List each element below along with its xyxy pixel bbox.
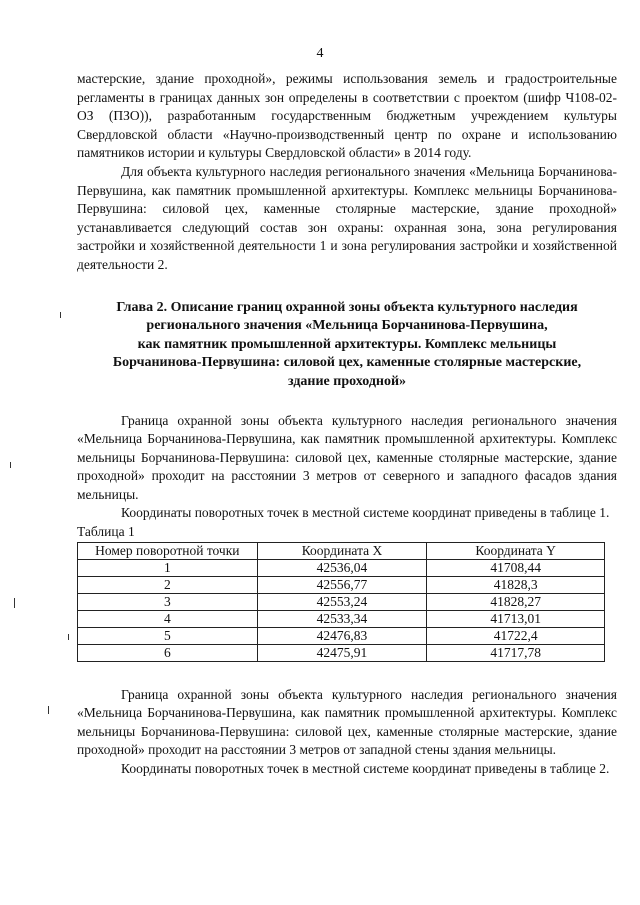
paragraph: Для объекта культурного наследия регионального значения «Мельница Борчанинова-Первушина, как памятник промышленной архитектуры. Комплекс мельницы Борчанинова-Первушина: силовой цех, каменные столярные мастерские, здание проходной» устанавливается следующий состав зон охраны: охранная зона, зона регулирования застройки и хозяйственной деятельности 1 и зона регулирования застройки и хозяйственной деятельности 2.	[77, 163, 617, 272]
table-cell: 41708,44	[427, 559, 605, 576]
table-cell: 2	[78, 576, 258, 593]
column-header: Координата Y	[427, 542, 605, 559]
table-cell: 1	[78, 559, 258, 576]
table-row	[78, 644, 605, 661]
page-number: 4	[316, 46, 324, 61]
table-cell: 42536,04	[257, 559, 427, 576]
paragraph: Координаты поворотных точек в местной системе координат приведены в таблице 2.	[121, 761, 610, 777]
table-row	[78, 610, 605, 627]
document-body	[77, 70, 617, 779]
table-cell: 41713,01	[427, 610, 605, 627]
table-cell: 4	[78, 610, 258, 627]
heading-line: Борчанинова-Первушина: силовой цех, каменные столярные мастерские,	[112, 355, 582, 371]
table-cell: 42533,34	[257, 610, 427, 627]
column-header: Координата X	[257, 542, 427, 559]
table-header-row	[78, 542, 605, 559]
table-cell: 42556,77	[257, 576, 427, 593]
table-caption: Таблица 1	[77, 524, 135, 540]
scan-mark	[48, 706, 49, 714]
paragraph: мастерские, здание проходной», режимы использования земель и градостроительные регламенты в границах данных зон определены в соответствии с проектом (шифр Ч108-02-ОЗ (ПЗО)), разработанным государственным бюджетным учреждением культуры Свердловской области «Научно-производственный центр по охране и использованию памятников истории и культуры Свердловской области» в 2014 году.	[77, 71, 617, 161]
scan-mark	[60, 312, 61, 318]
table-row	[78, 559, 605, 576]
heading-line: как памятник промышленной архитектуры. Комплекс мельницы	[137, 336, 557, 352]
table-cell: 41722,4	[427, 627, 605, 644]
heading-line: Глава 2. Описание границ охранной зоны объекта культурного наследия	[116, 299, 578, 315]
scan-mark	[10, 462, 11, 468]
table-cell: 42476,83	[257, 627, 427, 644]
heading-line: регионального значения «Мельница Борчанинова-Первушина,	[146, 318, 548, 334]
table-cell: 42475,91	[257, 644, 427, 661]
paragraph: Граница охранной зоны объекта культурного наследия регионального значения «Мельница Борчанинова-Первушина, как памятник промышленной архитектуры. Комплекс мельницы Борчанинова-Первушина: силовой цех, каменные столярные мастерские, здание проходной» проходит на расстоянии 3 метров от северного и западного фасадов здания мельницы.	[77, 412, 617, 502]
table-row	[78, 627, 605, 644]
spacer	[77, 662, 617, 686]
table-cell: 6	[78, 644, 258, 661]
coordinates-table	[77, 542, 605, 662]
table-cell: 41717,78	[427, 644, 605, 661]
table-cell: 41828,27	[427, 593, 605, 610]
chapter-heading	[77, 299, 617, 392]
table-cell: 5	[78, 627, 258, 644]
table-row	[78, 576, 605, 593]
scan-mark	[14, 598, 15, 608]
column-header: Номер поворотной точки	[78, 542, 258, 559]
table-cell: 42553,24	[257, 593, 427, 610]
table-cell: 41828,3	[427, 576, 605, 593]
paragraph: Координаты поворотных точек в местной системе координат приведены в таблице 1.	[121, 505, 610, 521]
heading-line: здание проходной»	[287, 373, 407, 389]
table-cell: 3	[78, 593, 258, 610]
scan-mark	[68, 634, 69, 640]
table-row	[78, 593, 605, 610]
paragraph: Граница охранной зоны объекта культурного наследия регионального значения «Мельница Борчанинова-Первушина, как памятник промышленной архитектуры. Комплекс мельницы Борчанинова-Первушина: силовой цех, каменные столярные мастерские, здание проходной» проходит на расстоянии 3 метров от западной стены здания мельницы.	[77, 686, 617, 758]
